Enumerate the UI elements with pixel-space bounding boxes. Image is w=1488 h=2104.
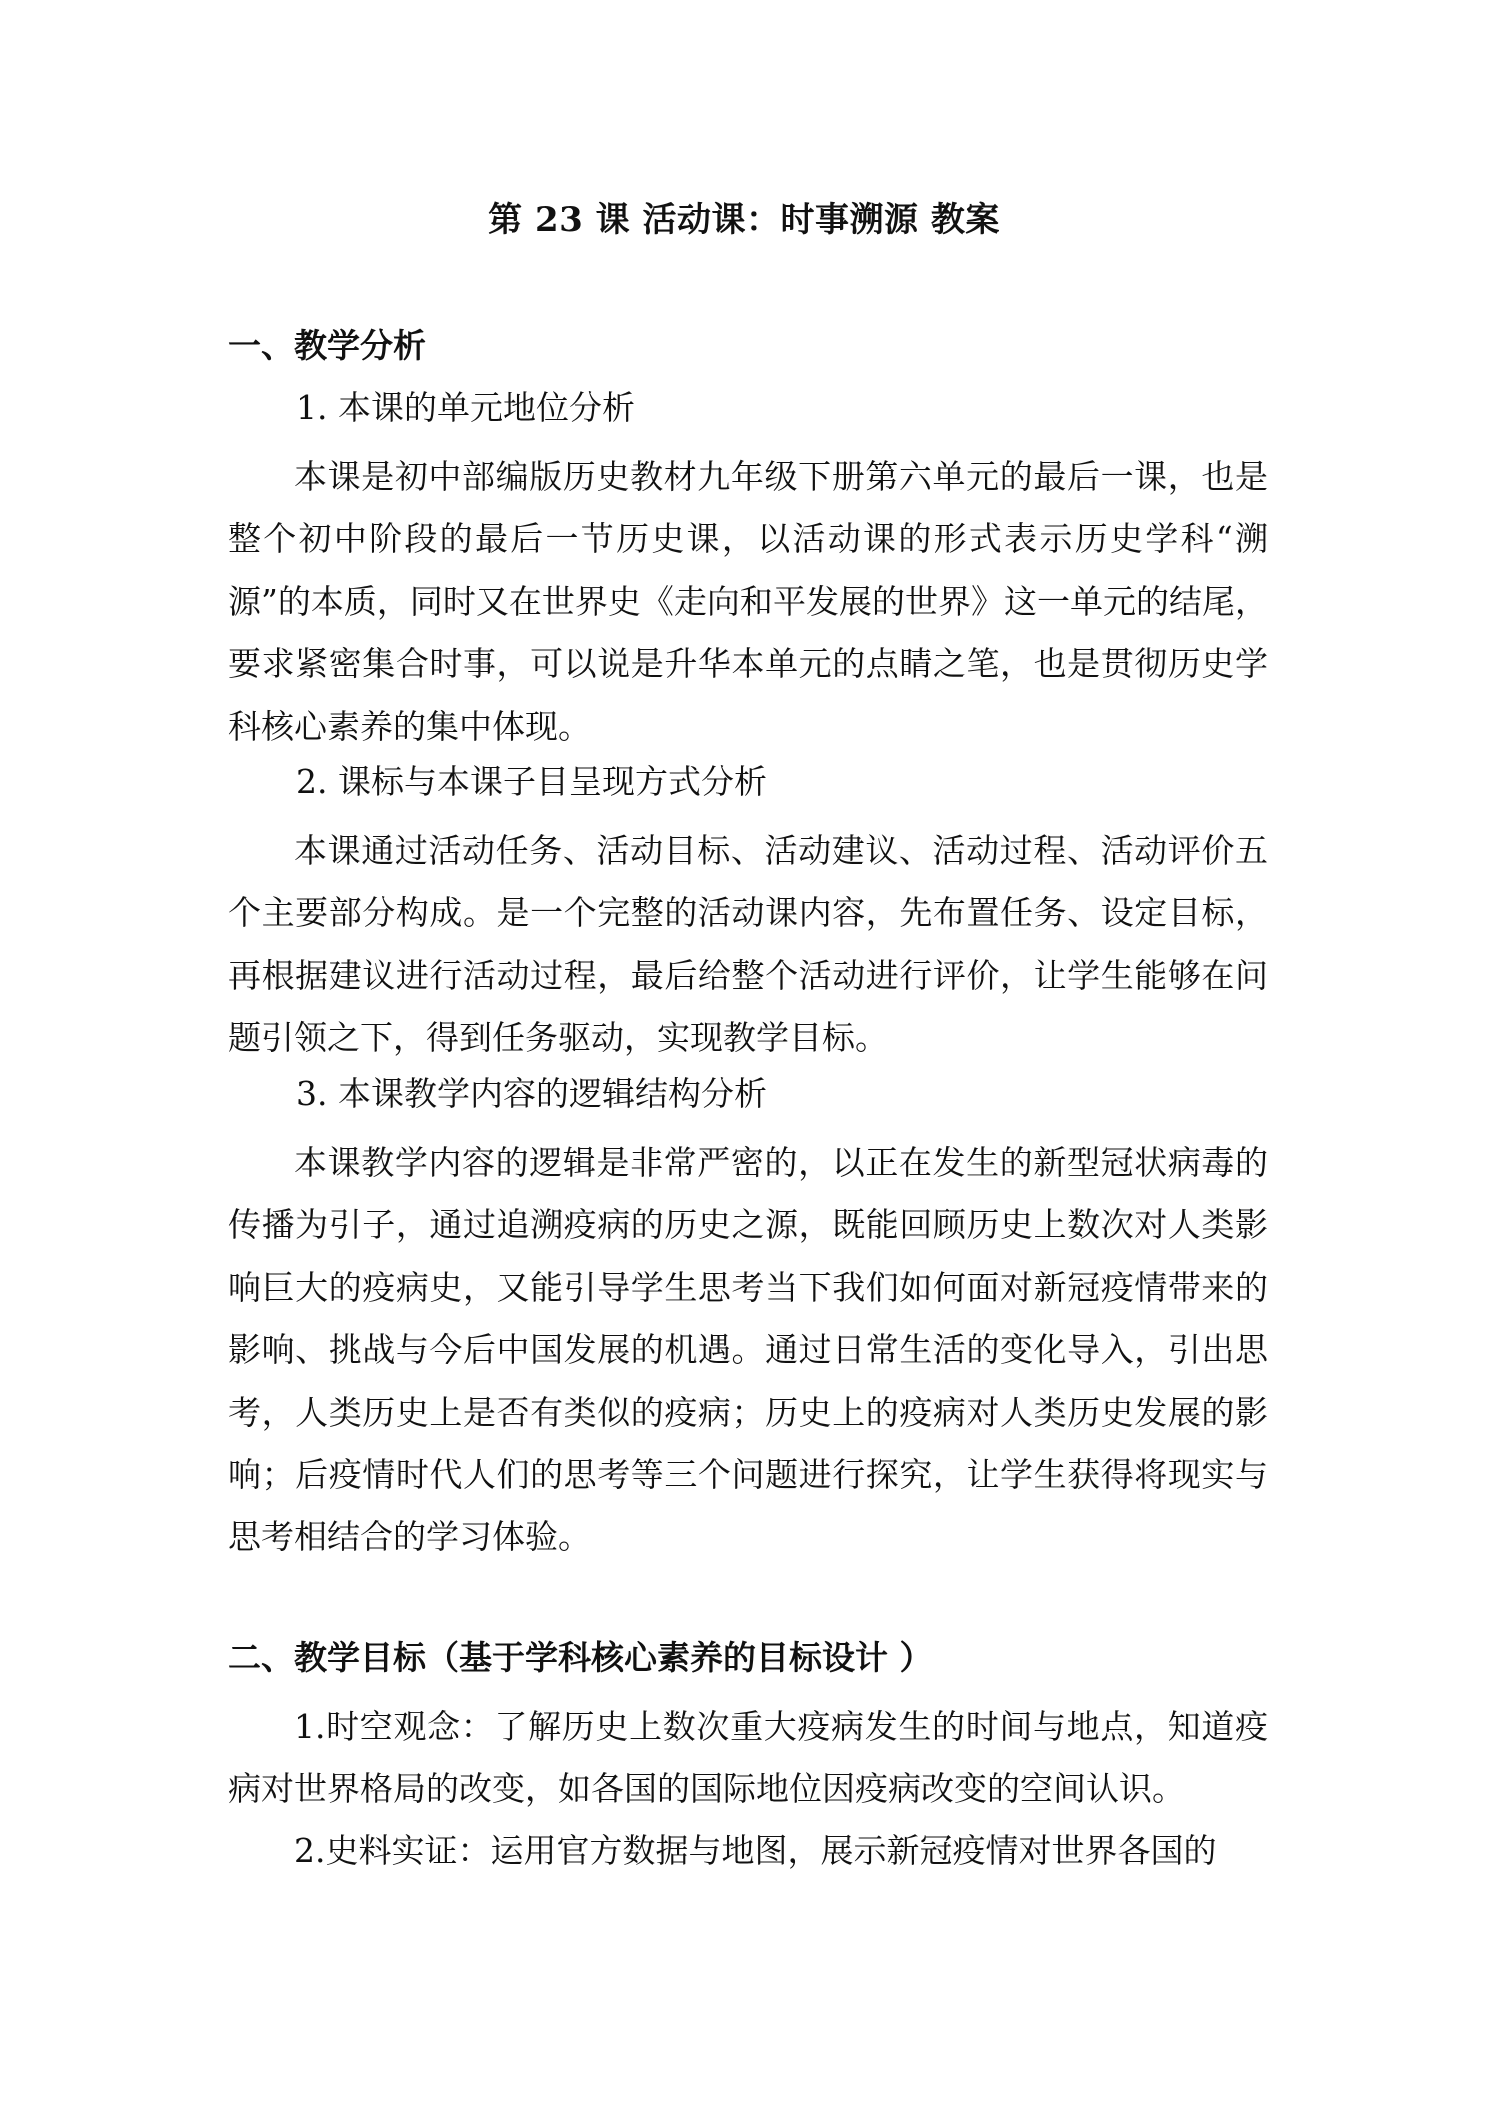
document-title: 第 23 课 活动课：时事溯源 教案 — [488, 200, 1000, 240]
paragraph-logic-structure: 本课教学内容的逻辑是非常严密的，以正在发生的新型冠状病毒的传播为引子，通过追溯疫病的历史之源，既能回顾历史上数次对人类影响巨大的疫病史，又能引导学生思考当下我们如何面对新冠疫情带来的影响、挑战与今后中国发展的机遇。通过日常生活的变化导入，引出思考，人类历史上是否有类似的疫病；历史上的疫病对人类历史发展的影响；后疫情时代人们的思考等三个问题进行探究，让学生获得将现实与思考相结合的学习体验。 — [228, 1143, 1268, 1557]
subheading-logic-structure: 3. 本课教学内容的逻辑结构分析 — [296, 1074, 767, 1113]
objective-item-spacetime: 1.时空观念：了解历史上数次重大疫病发生的时间与地点，知道疫病对世界格局的改变，如各国的国际地位因疫病改变的空间认识。 — [228, 1707, 1268, 1809]
objective-item-evidence: 2.史料实证：运用官方数据与地图，展示新冠疫情对世界各国的 — [294, 1831, 1217, 1870]
section-heading-objectives: 二、教学目标（基于学科核心素养的目标设计 ） — [228, 1638, 933, 1677]
section-heading-analysis: 一、教学分析 — [228, 326, 426, 365]
subheading-unit-position: 1. 本课的单元地位分析 — [296, 388, 635, 427]
paragraph-curriculum-standard: 本课通过活动任务、活动目标、活动建议、活动过程、活动评价五个主要部分构成。是一个完整的活动课内容，先布置任务、设定目标，再根据建议进行活动过程，最后给整个活动进行评价，让学生能够在问题引领之下，得到任务驱动，实现教学目标。 — [228, 831, 1268, 1058]
paragraph-unit-position: 本课是初中部编版历史教材九年级下册第六单元的最后一课，也是整个初中阶段的最后一节历史课，以活动课的形式表示历史学科“溯源”的本质，同时又在世界史《走向和平发展的世界》这一单元的结尾，要求紧密集合时事，可以说是升华本单元的点睛之笔，也是贯彻历史学科核心素养的集中体现。 — [228, 457, 1268, 746]
subheading-curriculum-standard: 2. 课标与本课子目呈现方式分析 — [296, 762, 767, 801]
